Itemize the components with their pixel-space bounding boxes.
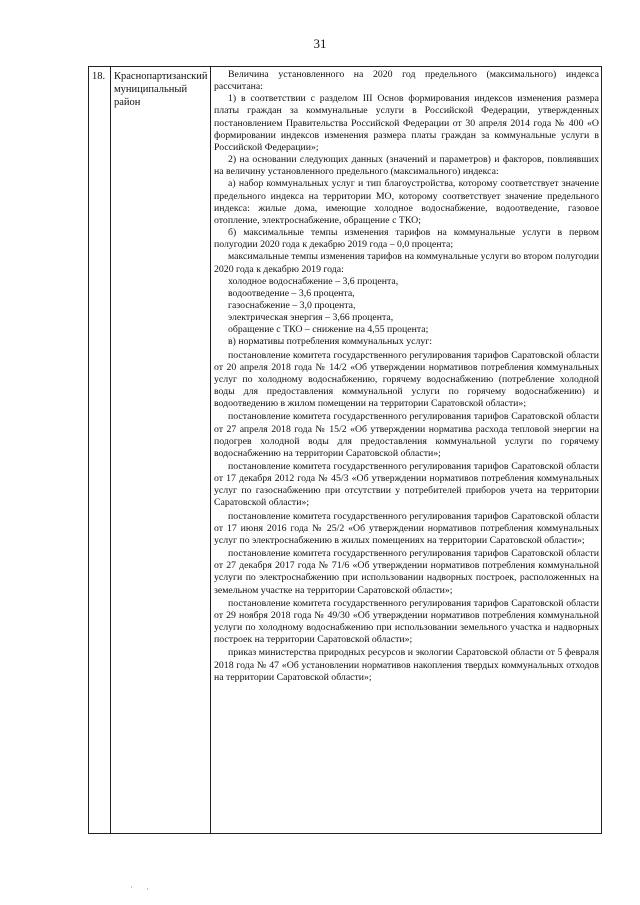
- rate-item: обращение с ТКО – снижение на 4,55 процента;: [228, 324, 429, 336]
- scan-speck: ·: [146, 884, 149, 894]
- municipality-name: Краснопартизанский муниципальный район: [111, 67, 211, 834]
- regulation-item: постановление комитета государственного регулирования тарифов Саратовской области от 17 июня 2016 года № 25/2 «Об утверждении нормативов потребления коммунальных услуг по электроснабжению в жилых помещениях на территории Саратовской области»;: [214, 510, 599, 546]
- rate-item: холодное водоснабжение – 3,6 процента,: [228, 275, 399, 287]
- page-number: 31: [313, 36, 327, 51]
- scan-speck: ·: [130, 882, 133, 892]
- regulation-item: постановление комитета государственного регулирования тарифов Саратовской области от 27 декабря 2017 года № 71/6 «Об утверждении нормативов потребления коммунальной услуги по электроснабжению при использовании надворных построек, расположенных на земельном участке на территории Саратовской области»;: [214, 548, 599, 596]
- regulation-item: постановление комитета государственного регулирования тарифов Саратовской области от 17 декабря 2012 года № 45/3 «Об утверждении нормативов потребления коммунальных услуг по газоснабжению при отсутствии у потребителей приборов учета на территории Саратовской области»;: [214, 461, 599, 509]
- paragraph-v: в) нормативы потребления коммунальных услуг:: [228, 336, 432, 348]
- regulation-item: приказ министерства природных ресурсов и экологии Саратовской области от 5 февраля 2018 года № 47 «Об установлении нормативов накопления твердых коммунальных отходов на территории Саратовской области»;: [214, 647, 599, 683]
- intro-paragraph: Величина установленного на 2020 год предельного (максимального) индекса рассчитана:: [214, 69, 599, 93]
- paragraph-max-rates: максимальные темпы изменения тарифов на коммунальные услуги во втором полугодии 2020 года к декабрю 2019 года:: [214, 251, 599, 275]
- regulation-item: постановление комитета государственного регулирования тарифов Саратовской области от 29 ноября 2018 года № 49/30 «Об утверждении нормативов потребления коммунальной услуги по холодному водоснабжению при использовании земельного участка и надворных построек на территории Саратовской области»;: [214, 597, 599, 646]
- document-table: [88, 66, 602, 834]
- rate-item: водоотведение – 3,6 процента,: [228, 287, 355, 299]
- rate-item: газоснабжение – 3,0 процента,: [228, 299, 356, 311]
- row-number: 18.: [89, 67, 111, 834]
- paragraph-1: 1) в соответствии с разделом III Основ формирования индексов изменения размера платы граждан за коммунальные услуги в Российской Федерации, утвержденных постановлением Правительства Российской Федерации от 30 апреля 2014 года № 400 «О формировании индексов изменения размера платы граждан за коммунальные услуги в Российской Федерации»;: [214, 93, 599, 153]
- rate-item: электрическая энергия – 3,66 процента,: [228, 312, 394, 324]
- regulation-item: постановление комитета государственного регулирования тарифов Саратовской области от 27 апреля 2018 года № 15/2 «Об утверждении норматива расхода тепловой энергии на подогрев холодной воды для предоставления коммунальной услуги по горячему водоснабжению на территории Саратовской области»;: [214, 411, 599, 459]
- paragraph-2: 2) на основании следующих данных (значений и параметров) и факторов, повлиявших на величину установленного предельного (максимального) индекса:: [214, 154, 599, 178]
- row-content: [211, 67, 602, 834]
- paragraph-a: а) набор коммунальных услуг и тип благоустройства, которому соответствует значение предельного индекса на территории МО, которому соответствует значение предельного индекса: жилые дома, имеющие холодное водоснабжение, водоотведение, газовое отопление, электроснабжение, обращение с ТКО;: [214, 178, 599, 226]
- regulation-item: постановление комитета государственного регулирования тарифов Саратовской области от 20 апреля 2018 года № 14/2 «Об утверждении нормативов потребления коммунальных услуг по холодному водоснабжению, горячему водоснабжению (потребление холодной воды для предоставления коммунальной услуги по горячему водоснабжению) и водоотведению в жилом помещении на территории Саратовской области»;: [214, 349, 599, 410]
- table-row: [89, 67, 602, 834]
- paragraph-b: б) максимальные темпы изменения тарифов на коммунальные услуги в первом полугодии 2020 года к декабрю 2019 года – 0,0 процента;: [214, 227, 599, 251]
